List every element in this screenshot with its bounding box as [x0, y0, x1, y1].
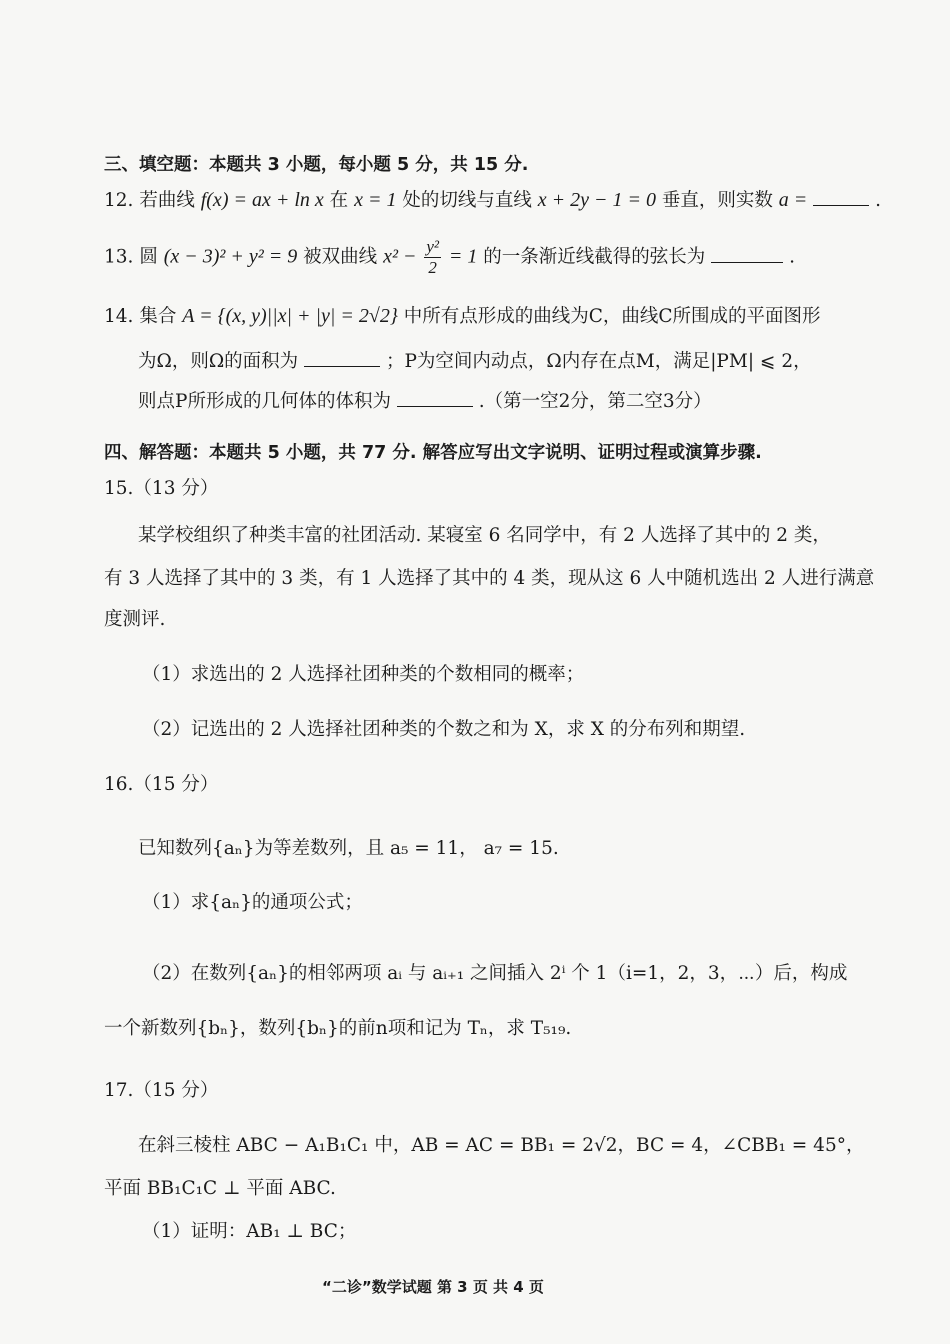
question-16-title: 16.（15 分）	[104, 774, 219, 795]
question-16-subquestion-2-cont: 一个新数列{bₙ}，数列{bₙ}的前n项和记为 Tₙ，求 T₅₁₉.	[104, 1018, 572, 1039]
q14-answer-blank-1[interactable]	[304, 350, 380, 367]
question-16-subquestion-1: （1）求{aₙ}的通项公式；	[142, 892, 363, 913]
q14-line2-a: 为Ω，则Ω的面积为	[138, 351, 299, 372]
question-15-paragraph-3: 度测评.	[104, 609, 166, 630]
q12-point: x = 1	[354, 189, 397, 211]
section-3-heading: 三、填空题：本题共 3 小题，每小题 5 分，共 15 分.	[104, 155, 529, 175]
q12-text-mid1: 在	[329, 190, 349, 211]
q14-line3-b: .（第一空2分，第二空3分）	[478, 391, 712, 412]
question-16-subquestion-2: （2）在数列{aₙ}的相邻两项 aᵢ 与 aᵢ₊₁ 之间插入 2ⁱ 个 1（i=1，2，3，⋯）后，构成	[142, 963, 848, 984]
q14-answer-blank-2[interactable]	[397, 390, 473, 407]
q13-fraction-numerator: y²	[426, 237, 439, 256]
q12-answer-blank[interactable]	[813, 189, 869, 206]
question-14-line-3	[138, 389, 712, 415]
q12-line: x + 2y − 1 = 0	[537, 189, 656, 211]
section-4-heading: 四、解答题：本题共 5 小题，共 77 分. 解答应写出文字说明、证明过程或演算步骤.	[104, 443, 762, 463]
question-14-line-1	[104, 303, 821, 330]
q14-text-post: 中所有点形成的曲线为C，曲线C所围成的平面图形	[403, 306, 821, 327]
q14-number: 14.	[104, 306, 134, 327]
q13-circle: (x − 3)² + y² = 9	[163, 245, 298, 268]
q13-text-post: 的一条渐近线截得的弦长为	[483, 246, 706, 268]
q13-answer-blank[interactable]	[711, 246, 783, 263]
question-15-subquestion-1: （1）求选出的 2 人选择社团种类的个数相同的概率；	[142, 664, 585, 685]
question-17-title: 17.（15 分）	[104, 1080, 219, 1101]
q12-end: .	[875, 190, 881, 211]
question-15-paragraph-1: 某学校组织了种类丰富的社团活动. 某寝室 6 名同学中，有 2 人选择了其中的 2 类，	[138, 525, 831, 546]
q13-hyperbola-right: = 1	[448, 245, 478, 268]
q13-text-mid: 被双曲线	[303, 246, 378, 268]
q12-answer-var: a =	[778, 189, 808, 211]
q13-number: 13.	[104, 246, 134, 268]
question-15-subquestion-2: （2）记选出的 2 人选择社团种类的个数之和为 X，求 X 的分布列和期望.	[142, 719, 746, 740]
q13-text-pre: 圆	[139, 246, 158, 268]
question-17-paragraph-2: 平面 BB₁C₁C ⊥ 平面 ABC.	[104, 1178, 336, 1199]
question-17-paragraph-1: 在斜三棱柱 ABC − A₁B₁C₁ 中，AB = AC = BB₁ = 2√2，BC = 4，∠CBB₁ = 45°，	[138, 1135, 865, 1156]
q14-line2-b: ；P为空间内动点，Ω内存在点M，满足|PM| ⩽ 2，	[385, 351, 812, 372]
page-footer: “二诊”数学试题 第 3 页 共 4 页	[322, 1278, 544, 1296]
question-17-subquestion-1: （1）证明：AB₁ ⊥ BC；	[142, 1221, 357, 1242]
q12-number: 12.	[104, 190, 134, 211]
q13-fraction	[424, 237, 441, 278]
question-12	[104, 187, 881, 214]
question-16-paragraph-1: 已知数列{aₙ}为等差数列，且 a₅ = 11， a₇ = 15.	[138, 838, 559, 859]
question-14-line-2	[138, 349, 812, 375]
question-13	[104, 237, 795, 278]
q14-line3-a: 则点P所形成的几何体的体积为	[138, 391, 391, 412]
q12-text-pre: 若曲线	[139, 190, 195, 211]
q13-end: .	[789, 246, 795, 268]
q12-function: f(x) = ax + ln x	[200, 189, 324, 211]
q13-hyperbola-left: x² −	[383, 245, 417, 268]
q12-text-post: 垂直，则实数	[661, 190, 773, 211]
q14-text-pre: 集合	[139, 306, 177, 327]
question-15-paragraph-2: 有 3 人选择了其中的 3 类，有 1 人选择了其中的 4 类，现从这 6 人中随机选出 2 人进行满意	[104, 568, 875, 589]
q13-fraction-denominator: 2	[428, 258, 437, 277]
q14-set: A = {(x, y)||x| + |y| = 2√2}	[182, 305, 398, 327]
question-15-title: 15.（13 分）	[104, 478, 219, 499]
q12-text-mid2: 处的切线与直线	[402, 190, 532, 211]
